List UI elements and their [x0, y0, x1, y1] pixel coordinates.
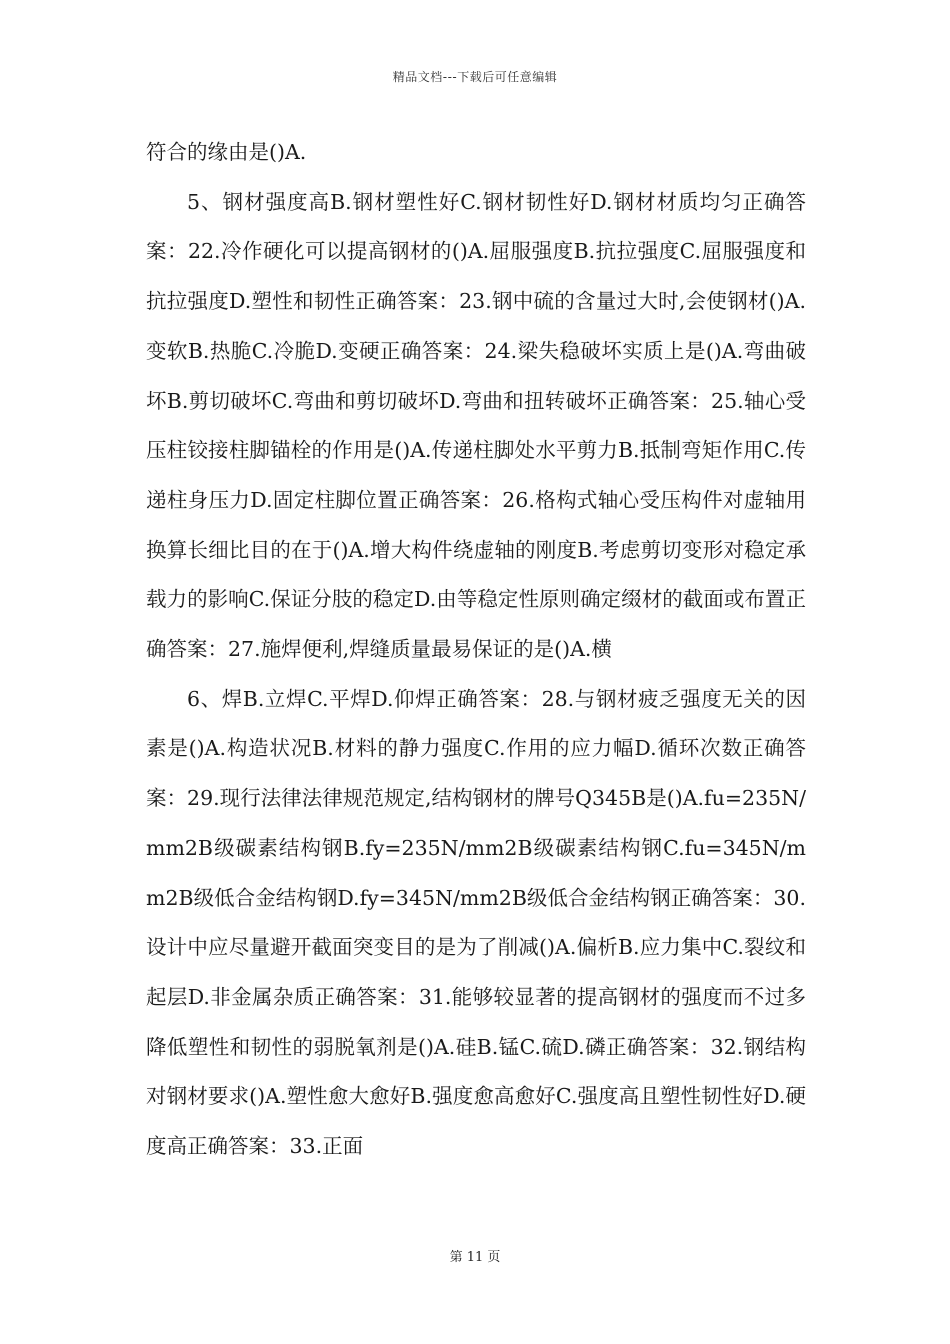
page-number: 第 11 页	[449, 1250, 501, 1265]
paragraph-1: 符合的缘由是()A.	[146, 140, 307, 164]
paragraph-2: 5、钢材强度高B.钢材塑性好C.钢材韧性好D.钢材材质均匀正确答案：22.冷作硬化可以提高钢材的()A.屈服强度B.抗拉强度C.屈服强度和抗拉强度D.塑性和韧性正确答案：23.钢中硫的含量过大时,会使钢材()A.变软B.热脆C.冷脆D.变硬正确答案：24.梁失稳破坏实质上是()A.弯曲破坏B.剪切破坏C.弯曲和剪切破坏D.弯曲和扭转破坏正确答案：25.轴心受压柱铰接柱脚锚栓的作用是()A.传递柱脚处水平剪力B.抵制弯矩作用C.传递柱身压力D.固定柱脚位置正确答案：26.格构式轴心受压构件对虚轴用换算长细比目的在于()A.增大构件绕虚轴的刚度B.考虑剪切变形对稳定承载力的影响C.保证分肢的稳定D.由等稳定性原则确定缀材的截面或布置正确答案：27.施焊便利,焊缝质量最易保证的是()A.横	[146, 189, 806, 662]
page-header: 精品文档---下载后可任意编辑	[392, 70, 558, 84]
document-body	[146, 128, 806, 1172]
paragraph-3: 6、焊B.立焊C.平焊D.仰焊正确答案：28.与钢材疲乏强度无关的因素是()A.构造状况B.材料的静力强度C.作用的应力幅D.循环次数正确答案：29.现行法律法律规范规定,结构钢材的牌号Q345B是()A.fu=235N/mm2B级碳素结构钢B.fy=235N/mm2B级碳素结构钢C.fu=345N/mm2B级低合金结构钢D.fy=345N/mm2B级低合金结构钢正确答案：30.设计中应尽量避开截面突变目的是为了削减()A.偏析B.应力集中C.裂纹和起层D.非金属杂质正确答案：31.能够较显著的提高钢材的强度而不过多降低塑性和韧性的弱脱氧剂是()A.硅B.锰C.硫D.磷正确答案：32.钢结构对钢材要求()A.塑性愈大愈好B.强度愈高愈好C.强度高且塑性韧性好D.硬度高正确答案：33.正面	[146, 686, 806, 1159]
